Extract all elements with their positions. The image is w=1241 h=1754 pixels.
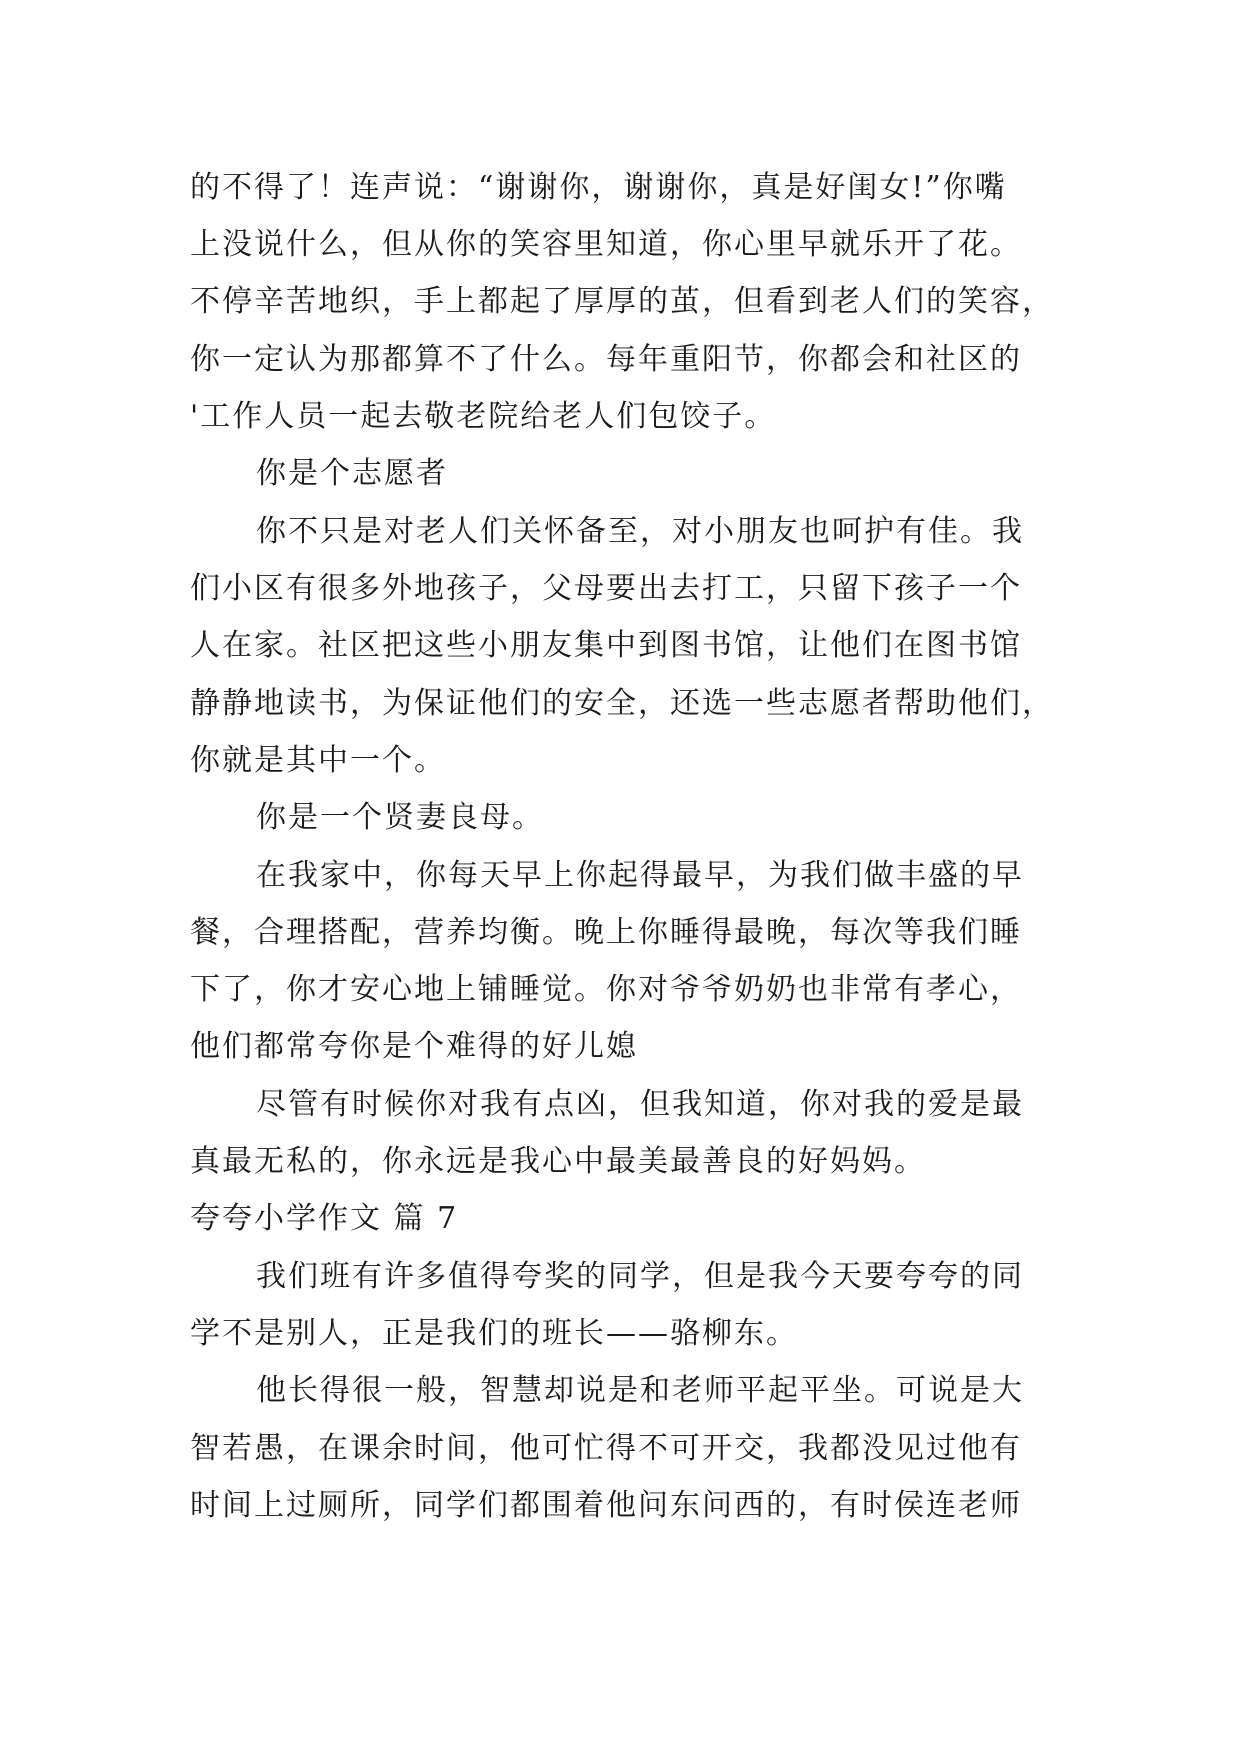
text-line: '工作人员一起去敬老院给老人们包饺子。 <box>190 399 777 434</box>
section-heading: 你是一个贤妻良母。 <box>256 800 544 835</box>
text-line: 他们都常夸你是个难得的好儿媳 <box>190 1029 638 1064</box>
text-line: 的不得了！连声说：“谢谢你，谢谢你，真是好闺女!”你嘴 <box>190 170 1007 205</box>
text-line: 尽管有时候你对我有点凶，但我知道，你对我的爱是最 <box>256 1087 1024 1122</box>
text-line: 餐，合理搭配，营养均衡。晚上你睡得最晚，每次等我们睡 <box>190 915 1022 950</box>
text-line: 他长得很一般，智慧却说是和老师平起平坐。可说是大 <box>256 1373 1024 1408</box>
article-title: 夸夸小学作文 篇 7 <box>190 1201 459 1236</box>
text-line: 你一定认为那都算不了什么。每年重阳节，你都会和社区的 <box>190 342 1022 377</box>
text-line: 静静地读书，为保证他们的安全，还选一些志愿者帮助他们， <box>190 686 1054 721</box>
text-line: 们小区有很多外地孩子，父母要出去打工，只留下孩子一个 <box>190 571 1022 606</box>
text-line: 在我家中，你每天早上你起得最早，为我们做丰盛的早 <box>256 858 1024 893</box>
text-line: 人在家。社区把这些小朋友集中到图书馆，让他们在图书馆 <box>190 628 1022 663</box>
text-line: 我们班有许多值得夸奖的同学，但是我今天要夸夸的同 <box>256 1259 1024 1294</box>
text-line: 时间上过厕所，同学们都围着他问东问西的，有时侯连老师 <box>190 1488 1022 1523</box>
text-line: 你就是其中一个。 <box>190 743 446 778</box>
text-line: 智若愚，在课余时间，他可忙得不可开交，我都没见过他有 <box>190 1431 1022 1466</box>
text-line: 学不是别人，正是我们的班长——骆柳东。 <box>190 1316 798 1351</box>
section-heading: 你是个志愿者 <box>256 456 448 491</box>
text-line: 你不只是对老人们关怀备至，对小朋友也呵护有佳。我 <box>256 514 1024 549</box>
text-line: 真最无私的，你永远是我心中最美最善良的好妈妈。 <box>190 1144 926 1179</box>
text-line: 下了，你才安心地上铺睡觉。你对爷爷奶奶也非常有孝心， <box>190 972 1022 1007</box>
text-line: 不停辛苦地织，手上都起了厚厚的茧，但看到老人们的笑容， <box>190 284 1054 319</box>
text-line: 上没说什么，但从你的笑容里知道，你心里早就乐开了花。 <box>190 227 1022 262</box>
